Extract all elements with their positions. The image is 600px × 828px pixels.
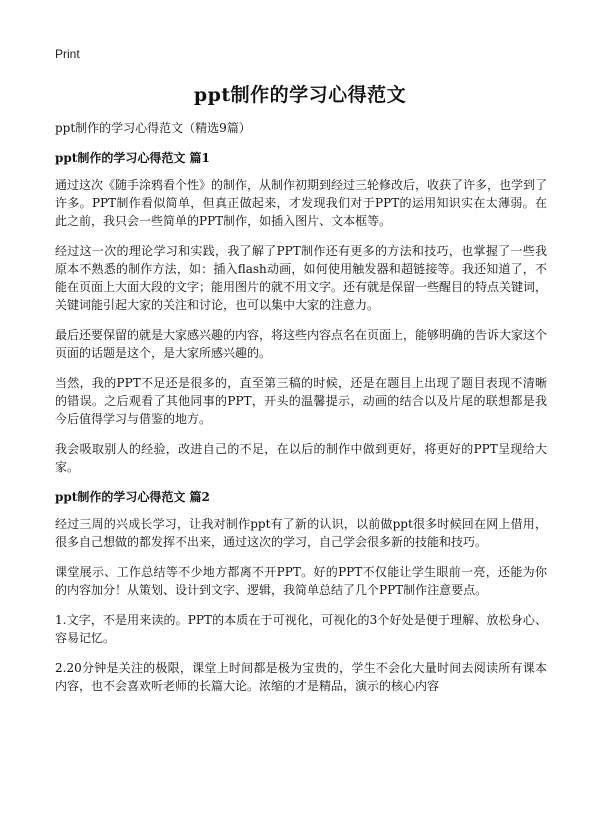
paragraph: 当然，我的PPT不足还是很多的，直至第三稿的时候，还是在题目上出现了题目表现不清晰的错误。之后观看了其他同事的PPT，开头的温馨提示，动画的结合以及片尾的联想都是我今后值得学习与借鉴的地方。 <box>55 376 547 426</box>
section-heading: ppt制作的学习心得范文 篇1 <box>55 151 210 165</box>
paragraph: 通过这次《随手涂鸦看个性》的制作，从制作初期到经过三轮修改后，收获了许多，也学到了许多。PPT制作看似简单，但真正做起来，才发现我们对于PPT的运用知识实在太薄弱。在此之前，我只会一些简单的PPT制作，如插入图片、文本框等。 <box>55 178 548 228</box>
document-title: ppt制作的学习心得范文 <box>193 84 407 106</box>
section-2 <box>55 488 547 695</box>
print-label: Print <box>55 47 80 61</box>
paragraph: 最后还要保留的就是大家感兴趣的内容，将这些内容点名在页面上，能够明确的告诉大家这个页面的话题是这个，是大家所感兴趣的。 <box>55 328 548 360</box>
paragraph: 1.文字，不是用来读的。PPT的本质在于可视化，可视化的3个好处是便于理解、放松身心、容易记忆。 <box>55 613 547 645</box>
section-heading: ppt制作的学习心得范文 篇2 <box>55 490 210 504</box>
section-1 <box>55 149 547 476</box>
paragraph: 课堂展示、工作总结等不少地方都离不开PPT。好的PPT不仅能让学生眼前一亮，还能为你的内容加分！从策划、设计到文字、逻辑，我简单总结了几个PPT制作注意要点。 <box>55 565 547 597</box>
document-subtitle: ppt制作的学习心得范文（精选9篇） <box>55 121 251 135</box>
document-body <box>55 119 547 707</box>
paragraph: 我会吸取别人的经验，改进自己的不足，在以后的制作中做到更好，将更好的PPT呈现给大家。 <box>55 442 547 474</box>
paragraph: 2.20分钟是关注的极限，课堂上时间都是极为宝贵的，学生不会化大量时间去阅读所有课本内容，也不会喜欢听老师的长篇大论。浓缩的才是精品，演示的核心内容 <box>55 661 547 693</box>
paragraph: 经过这一次的理论学习和实践，我了解了PPT制作还有更多的方法和技巧，也掌握了一些我原本不熟悉的制作方法，如：插入flash动画，如何使用触发器和超链接等。我还知道了，不能在页面上大面大段的文字；能用图片的就不用文字。还有就是保留一些醒目的特点关键词，关键词能引起大家的关注和讨论，也可以集中大家的注意力。 <box>55 244 548 312</box>
paragraph: 经过三周的兴成长学习，让我对制作ppt有了新的认识，以前做ppt很多时候回在网上借用，很多自己想做的都发挥不出来，通过这次的学习，自己学会很多新的技能和技巧。 <box>55 517 547 549</box>
